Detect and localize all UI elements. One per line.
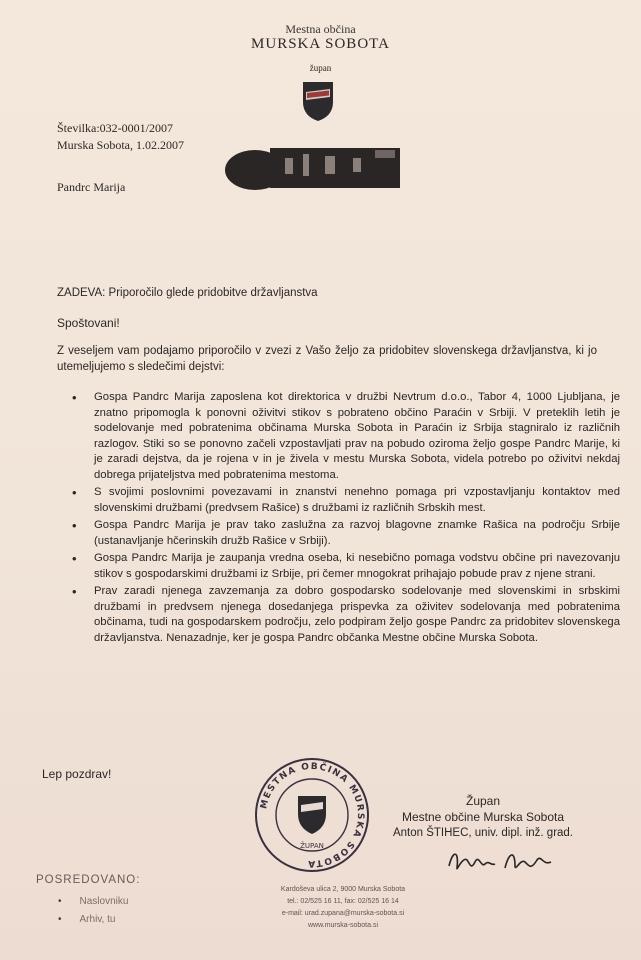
footer-address: Kardoševa ulica 2, 9000 Murska Sobota bbox=[280, 886, 406, 893]
list-item: • S svojimi poslovnimi povezavami in znanstvi nenehno pomaga pri vzpostavljanju kontaktov med slovenskimi družbami (predvsem Rašice) s družbami iz različnih Srbskih mest. bbox=[72, 485, 620, 516]
letterhead-footer bbox=[253, 884, 433, 932]
stamp-ring-text: MESTNA OBČINA MURSKA SOBOTA bbox=[259, 761, 366, 869]
facts-list bbox=[72, 390, 620, 648]
place-date: Murska Sobota, 1.02.2007 bbox=[57, 138, 184, 152]
list-item: • Gospa Pandrc Marija zaposlena kot direktorica v družbi Nevtrum d.o.o., Tabor 4, 1000 Ljubljana, je znatno pripomogla k ponovni oživitvi stikov s pobrateno občino Paraćin v Srbiji. V preteklih letih je sodelovanje med pobratenima občinama Murska Sobota in Paraćin iz Srbija stagniralo iz različnih razlogov. Stiki so se ponovno začeli vzpostavljati prav na pobudo oziroma željo gospe Pandrc Marije, ki je zaradi dejstva, da je rojena v in je živela v mestu Murska Sobota, videla potrebo po oživitvi nekdaj dobrega prijateljstva med pobratenima mestoma. bbox=[72, 390, 620, 483]
distribution-heading: POSREDOVANO: bbox=[36, 874, 141, 886]
footer-phone: tel.: 02/525 16 11, fax: 02/525 16 14 bbox=[287, 898, 399, 905]
redacted-area bbox=[225, 140, 410, 196]
signatory-office: Mestne občine Murska Sobota bbox=[401, 810, 565, 824]
salutation: Spoštovani! bbox=[57, 316, 120, 330]
letterhead-office: župan bbox=[309, 63, 332, 73]
reference-block bbox=[57, 120, 184, 154]
letterhead-municipality-label: Mestna občina bbox=[285, 22, 356, 36]
signatory-name: Anton ŠTIHEC, univ. dipl. inž. grad. bbox=[392, 827, 574, 839]
recipient-name: Pandrc Marija bbox=[57, 180, 126, 194]
footer-email: e-mail: urad.zupana@murska-sobota.si bbox=[281, 910, 405, 917]
stamp-office-text: ŽUPAN bbox=[300, 842, 324, 850]
list-item: • Prav zaradi njenega zavzemanja za dobro gospodarsko sodelovanje med slovenskimi in srbskimi družbami in predvsem njenega dosedanjega prispevka za oživitev sodelovanja med pobratenima občinama, tudi na gospodarskem področju, zelo podpiram željo gospe Pandrc za pridobitev slovenskega državljanstva. Nenazadnje, ker je gospa Pandrc občanka Mestne občine Murska Sobota. bbox=[72, 584, 620, 646]
closing-greeting: Lep pozdrav! bbox=[42, 767, 112, 781]
signatory-block bbox=[368, 793, 598, 841]
handwritten-signature-icon bbox=[445, 846, 555, 876]
list-item: • Arhiv, tu bbox=[58, 911, 128, 929]
intro-paragraph: Z veseljem vam podajamo priporočilo v zvezi z Vašo željo za pridobitev slovenskega državljanstva, ki jo utemeljujemo s sledečimi dejstvi: bbox=[57, 345, 597, 373]
footer-web: www.murska-sobota.si bbox=[307, 922, 379, 929]
coat-of-arms-icon bbox=[301, 80, 335, 122]
list-item: • Gospa Pandrc Marija je zaupanja vredna oseba, ki nesebično pomaga vodstvu občine pri navezovanju stikov s gospodarskimi družbami iz Srbije, pri čemer mnogokrat prihajajo pobude prav z njene strani. bbox=[72, 551, 620, 582]
subject-line: ZADEVA: Priporočilo glede pridobitve državljanstva bbox=[57, 287, 318, 299]
list-item: • Naslovniku bbox=[58, 893, 128, 911]
distribution-list bbox=[58, 893, 128, 929]
official-stamp-icon bbox=[253, 756, 371, 874]
reference-number: Številka:032-0001/2007 bbox=[57, 121, 173, 135]
letterhead-municipality-name: MURSKA SOBOTA bbox=[251, 36, 390, 52]
signatory-title: Župan bbox=[465, 794, 501, 808]
list-item: • Gospa Pandrc Marija je prav tako zaslužna za razvoj blagovne znamke Rašica na področju Srbije (ustanavljanje hčerinskih družb Rašice v Srbiji). bbox=[72, 518, 620, 549]
